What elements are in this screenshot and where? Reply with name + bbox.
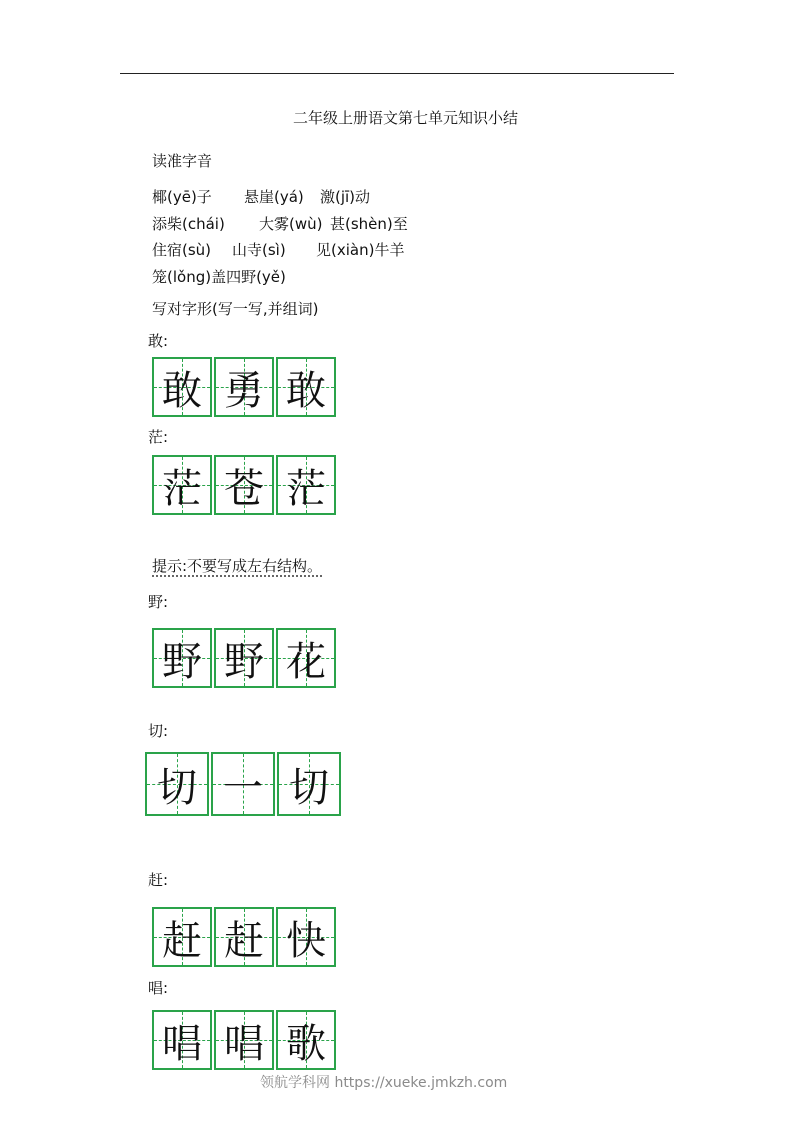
grid-char: 敢 bbox=[162, 367, 202, 414]
grid-cell bbox=[152, 357, 212, 417]
grid-char: 野 bbox=[162, 638, 202, 685]
grid-cell bbox=[276, 907, 336, 967]
pinyin-item: 大雾(wù) bbox=[259, 215, 323, 233]
pinyin-item: 悬崖(yá) bbox=[244, 188, 304, 206]
grid-cell bbox=[214, 357, 274, 417]
grid-char: 野 bbox=[224, 638, 264, 685]
pinyin-item: 添柴(chái) bbox=[152, 215, 225, 233]
grid-cell bbox=[152, 455, 212, 515]
grid-cell bbox=[152, 907, 212, 967]
pinyin-item: 山寺(sì) bbox=[232, 241, 286, 259]
grid-char: 切 bbox=[157, 764, 197, 811]
grid-char: 快 bbox=[286, 917, 326, 964]
page-title: 二年级上册语文第七单元知识小结 bbox=[293, 109, 519, 127]
grid-char: 花 bbox=[286, 638, 326, 685]
writing-grid bbox=[152, 1010, 338, 1070]
writing-grid bbox=[145, 752, 343, 816]
grid-char: 敢 bbox=[286, 367, 326, 414]
pinyin-item: 椰(yē)子 bbox=[152, 188, 212, 206]
grid-cell bbox=[214, 628, 274, 688]
section-heading-writing: 写对字形(写一写,并组词) bbox=[152, 300, 319, 318]
grid-cell bbox=[152, 1010, 212, 1070]
pinyin-item: 笼(lǒng)盖四野(yě) bbox=[152, 268, 286, 286]
grid-cell bbox=[277, 752, 341, 816]
grid-cell bbox=[214, 1010, 274, 1070]
grid-char: 切 bbox=[289, 764, 329, 811]
hint-text: 提示:不要写成左右结构。 bbox=[152, 557, 323, 575]
grid-cell bbox=[276, 357, 336, 417]
char-group-label: 敢: bbox=[148, 332, 169, 350]
writing-grid bbox=[152, 357, 338, 417]
writing-grid bbox=[152, 455, 338, 515]
grid-char: 唱 bbox=[224, 1020, 264, 1067]
pinyin-item: 激(jī)动 bbox=[320, 188, 371, 206]
grid-char: 歌 bbox=[286, 1020, 326, 1067]
grid-char: 唱 bbox=[162, 1020, 202, 1067]
grid-char: 勇 bbox=[224, 367, 264, 414]
grid-char: 茫 bbox=[162, 465, 202, 512]
grid-cell bbox=[145, 752, 209, 816]
section-heading-pronunciation: 读准字音 bbox=[152, 152, 213, 170]
pinyin-item: 甚(shèn)至 bbox=[330, 215, 408, 233]
header-rule bbox=[120, 73, 674, 74]
pinyin-item: 住宿(sù) bbox=[152, 241, 212, 259]
char-group-label: 茫: bbox=[148, 428, 169, 446]
grid-cell bbox=[276, 628, 336, 688]
pinyin-item: 见(xiàn)牛羊 bbox=[316, 241, 405, 259]
grid-cell bbox=[214, 907, 274, 967]
grid-cell bbox=[214, 455, 274, 515]
writing-grid bbox=[152, 907, 338, 967]
grid-char: 赶 bbox=[162, 917, 202, 964]
grid-cell bbox=[152, 628, 212, 688]
char-group-label: 赶: bbox=[148, 871, 169, 889]
grid-cell bbox=[276, 455, 336, 515]
footer-watermark: 领航学科网 https://xueke.jmkzh.com bbox=[260, 1075, 508, 1091]
grid-cell bbox=[276, 1010, 336, 1070]
grid-char: 苍 bbox=[224, 465, 264, 512]
grid-char: 茫 bbox=[286, 465, 326, 512]
grid-cell bbox=[211, 752, 275, 816]
grid-char: 赶 bbox=[224, 917, 264, 964]
writing-grid bbox=[152, 628, 338, 688]
grid-char: 一 bbox=[223, 764, 263, 811]
char-group-label: 唱: bbox=[148, 979, 169, 997]
char-group-label: 野: bbox=[148, 593, 169, 611]
char-group-label: 切: bbox=[148, 722, 169, 740]
